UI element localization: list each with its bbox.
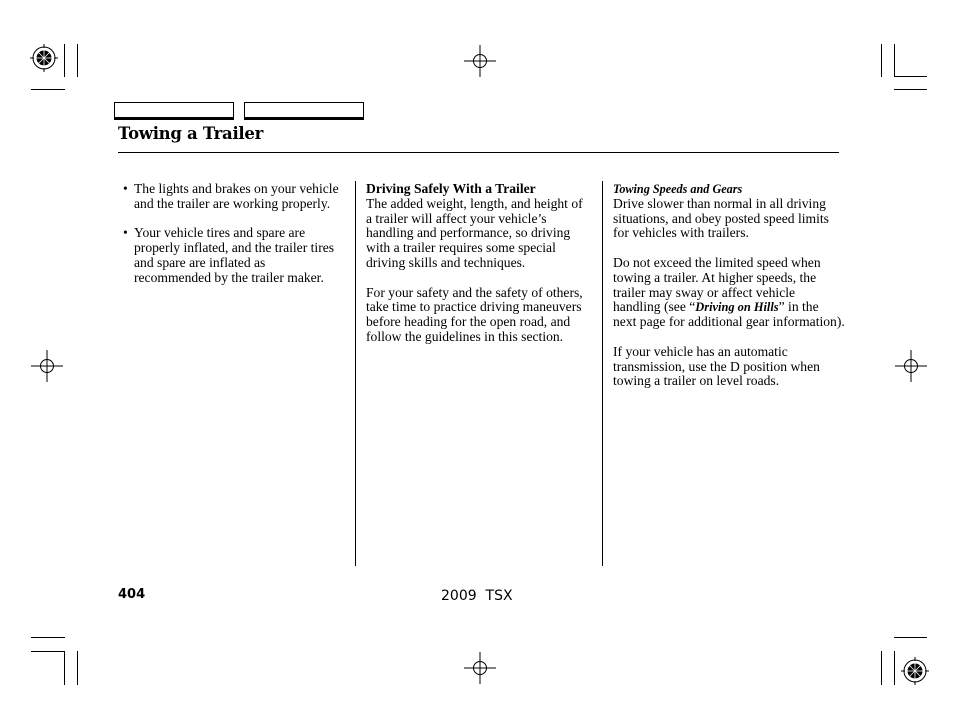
bullet-item (123, 226, 345, 285)
paragraph-text: Do not exceed the limited speed when towing a trailer. At higher speeds, the trailer may sway or affect vehicle handling (see “ (613, 254, 821, 315)
crop-mark (77, 651, 78, 685)
paragraph (613, 256, 845, 330)
crosshair-mark-left (31, 350, 63, 382)
bullet-text: The lights and brakes on your vehicle and the trailer are working properly. (134, 181, 339, 211)
crop-mark (894, 76, 927, 77)
crop-mark (64, 651, 65, 685)
crop-mark (894, 89, 927, 90)
title-rule (118, 152, 839, 153)
crosshair-mark-right (895, 350, 927, 382)
page-title: Towing a Trailer (118, 124, 263, 143)
chapter-tab-box-2 (244, 102, 364, 120)
paragraph: If your vehicle has an automatic transmission, use the D position when towing a trailer on level roads. (613, 343, 820, 389)
paragraph-text: ” in the next page for additional gear information). (613, 299, 845, 330)
model-label: 2009 TSX (441, 588, 513, 604)
registration-mark-top-left (30, 44, 60, 74)
column-2 (366, 182, 592, 360)
paragraph: For your safety and the safety of others, take time to practice driving maneuvers before heading for the open road, and follow the guidelines in this section. (366, 284, 583, 344)
crosshair-mark-top (464, 45, 496, 77)
crop-mark (64, 44, 65, 77)
crop-mark (31, 89, 65, 90)
crop-mark (31, 651, 65, 652)
column-divider (355, 181, 356, 566)
bullet-glyph: • (123, 181, 128, 196)
chapter-tab-box-1 (114, 102, 234, 120)
crop-mark (881, 651, 882, 685)
page-number: 404 (118, 587, 146, 602)
bullet-glyph: • (123, 225, 128, 241)
crop-mark (881, 44, 882, 77)
subsection-heading: Towing Speeds and Gears (613, 182, 743, 196)
crop-mark (894, 637, 927, 638)
column-1 (123, 182, 345, 300)
paragraph: The added weight, length, and height of a trailer will affect your vehicle’s handling and performance, so driving with a trailer requires some special driving skills and techniques. (366, 195, 583, 270)
cross-reference-link[interactable]: Driving on Hills (695, 300, 779, 315)
crop-mark (31, 637, 65, 638)
crosshair-mark-bottom (464, 652, 496, 684)
bullet-text: Your vehicle tires and spare are properly inflated, and the trailer tires and spare are inflated as recommended by the trailer maker. (134, 225, 335, 285)
crop-mark (894, 44, 895, 77)
crop-mark (894, 651, 895, 685)
column-divider (602, 181, 603, 566)
section-heading: Driving Safely With a Trailer (366, 181, 536, 196)
bullet-item (123, 182, 345, 212)
paragraph: Drive slower than normal in all driving situations, and obey posted speed limits for vehicles with trailers. (613, 195, 829, 241)
column-3 (613, 182, 845, 404)
registration-mark-bottom-right (901, 657, 931, 687)
crop-mark (77, 44, 78, 77)
